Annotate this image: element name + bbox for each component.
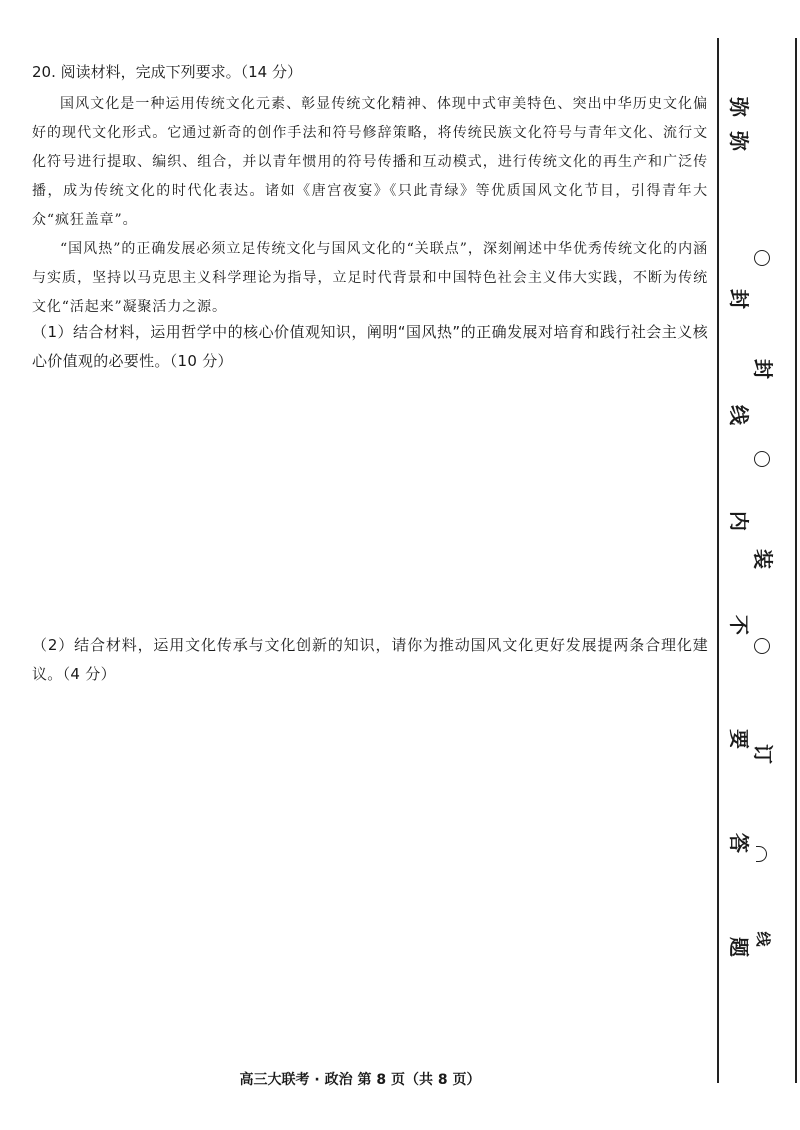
binding-hole-half-icon [756, 846, 767, 862]
seal-char: 内 [727, 511, 751, 531]
binding-hole-circle-icon [754, 451, 770, 467]
seal-char: 订 [751, 744, 775, 764]
seal-char: 装 [751, 549, 775, 569]
seal-char: 答 [727, 833, 751, 853]
binding-line-right [795, 38, 797, 1083]
binding-hole-circle-icon [754, 638, 770, 654]
seal-char: 弥 [727, 97, 751, 117]
sub-question-1: （1）结合材料，运用哲学中的核心价值观知识，阐明“国风热”的正确发展对培育和践行社会主义核心价值观的必要性。（10 分） [32, 323, 708, 370]
question-title: 20. 阅读材料，完成下列要求。（14 分） [32, 63, 302, 81]
question-block [32, 60, 708, 322]
binding-line-left [717, 38, 719, 1083]
seal-char: 要 [727, 729, 751, 749]
seal-char: 封 [727, 289, 751, 309]
seal-char: 封 [751, 359, 775, 379]
seal-char: 线 [754, 931, 772, 947]
material-paragraph: “国风热”的正确发展必须立足传统文化与国风文化的“关联点”，深刻阐述中华优秀传统文化的内涵与实质，坚持以马克思主义科学理论为指导，立足时代背景和中国特色社会主义伟大实践，不断为传统文化“活起来”凝聚活力之源。 [32, 241, 708, 315]
seal-char: 弥 [727, 131, 751, 151]
binding-margin [705, 0, 800, 1130]
binding-hole-circle-icon [754, 250, 770, 266]
seal-char: 题 [727, 937, 751, 957]
seal-char: 不 [727, 615, 751, 635]
sub-question-2: （2）结合材料，运用文化传承与文化创新的知识，请你为推动国风文化更好发展提两条合理化建议。（4 分） [32, 636, 708, 683]
page-footer: 高三大联考 · 政治 第 8 页（共 8 页） [239, 1072, 481, 1088]
seal-char: 线 [727, 405, 751, 425]
material-paragraph: 国风文化是一种运用传统文化元素、彰显传统文化精神、体现中式审美特色、突出中华历史文化偏好的现代文化形式。它通过新奇的创作手法和符号修辞策略，将传统民族文化符号与青年文化、流行文化符号进行提取、编织、组合，并以青年惯用的符号传播和互动模式，进行传统文化的再生产和广泛传播，成为传统文化的时代化表达。诸如《唐宫夜宴》《只此青绿》等优质国风文化节目，引得青年大众“疯狂盖章”。 [32, 96, 708, 228]
